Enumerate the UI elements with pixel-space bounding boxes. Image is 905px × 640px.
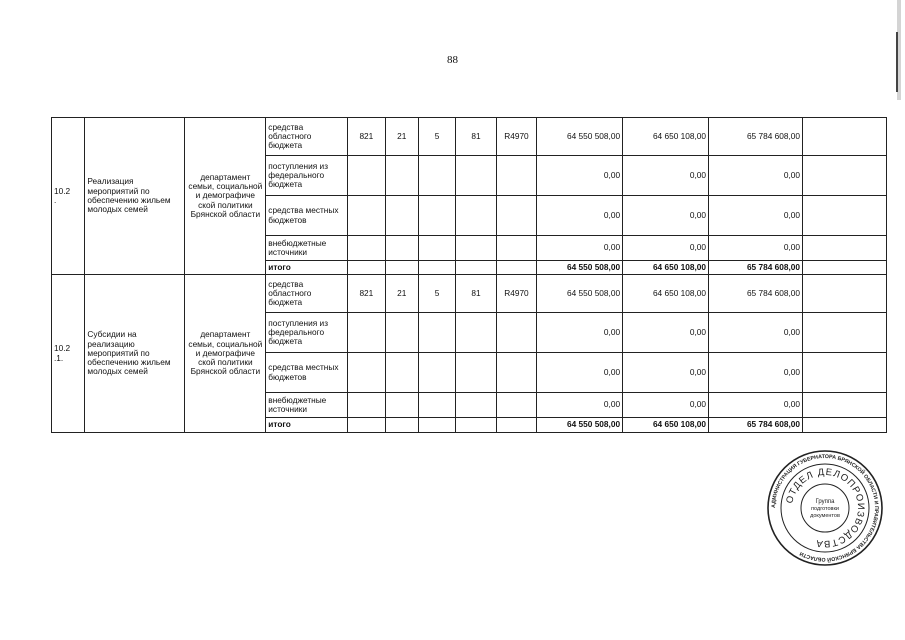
code-cell: R4970 <box>496 275 536 313</box>
empty-cell <box>803 236 887 261</box>
code-cell: 821 <box>348 275 385 313</box>
table-row <box>52 118 887 156</box>
item-number: 10.2 .1. <box>52 275 85 433</box>
amount-cell: 64 550 508,00 <box>537 275 623 313</box>
amount-cell: 0,00 <box>709 156 803 196</box>
code-cell: 21 <box>385 275 418 313</box>
amount-cell: 0,00 <box>623 313 709 353</box>
stamp-center-line: Группа <box>815 499 835 505</box>
code-cell: 5 <box>418 118 455 156</box>
item-number: 10.2 . <box>52 118 85 275</box>
code-cell: R4970 <box>496 118 536 156</box>
empty-cell <box>803 393 887 418</box>
responsible-department: департамент семьи, социальной и демографиче ской политики Брянской области <box>185 118 266 275</box>
code-cell: 5 <box>418 275 455 313</box>
amount-cell: 0,00 <box>709 313 803 353</box>
total-amount: 64 650 108,00 <box>623 261 709 275</box>
total-label: итого <box>266 261 348 275</box>
item-name: Реализация мероприятий по обеспечению жильем молодых семей <box>85 118 185 275</box>
empty-cell <box>803 196 887 236</box>
amount-cell: 0,00 <box>623 393 709 418</box>
empty-cell <box>803 353 887 393</box>
stamp-inner-text: ОТДЕЛ ДЕЛОПРОИЗВОДСТВА <box>784 466 867 550</box>
amount-cell: 0,00 <box>709 393 803 418</box>
amount-cell: 0,00 <box>709 196 803 236</box>
official-stamp <box>765 448 885 568</box>
total-label: итого <box>266 418 348 433</box>
empty-cell <box>803 275 887 313</box>
funding-source: внебюджетные источники <box>266 236 348 261</box>
amount-cell: 0,00 <box>537 353 623 393</box>
funding-source: поступления из федерального бюджета <box>266 156 348 196</box>
amount-cell: 64 650 108,00 <box>623 275 709 313</box>
stamp-center-line: документов <box>810 513 840 519</box>
total-amount: 64 550 508,00 <box>537 418 623 433</box>
item-name: Субсидии на реализацию мероприятий по обеспечению жильем молодых семей <box>85 275 185 433</box>
funding-source: внебюджетные источники <box>266 393 348 418</box>
amount-cell: 0,00 <box>537 236 623 261</box>
amount-cell: 65 784 608,00 <box>709 118 803 156</box>
table-row <box>52 275 887 313</box>
budget-table <box>51 117 887 433</box>
empty-cell <box>803 313 887 353</box>
code-cell: 821 <box>348 118 385 156</box>
amount-cell: 64 550 508,00 <box>537 118 623 156</box>
code-cell: 81 <box>456 118 496 156</box>
funding-source: средства местных бюджетов <box>266 353 348 393</box>
amount-cell: 65 784 608,00 <box>709 275 803 313</box>
total-amount: 64 550 508,00 <box>537 261 623 275</box>
amount-cell: 0,00 <box>537 393 623 418</box>
funding-source: средства местных бюджетов <box>266 196 348 236</box>
empty-cell <box>803 118 887 156</box>
code-cell: 21 <box>385 118 418 156</box>
code-cell: 81 <box>456 275 496 313</box>
amount-cell: 0,00 <box>709 353 803 393</box>
empty-cell <box>803 261 887 275</box>
amount-cell: 0,00 <box>537 196 623 236</box>
responsible-department: департамент семьи, социальной и демографиче ской политики Брянской области <box>185 275 266 433</box>
funding-source: средства областного бюджета <box>266 275 348 313</box>
funding-source: средства областного бюджета <box>266 118 348 156</box>
empty-cell <box>803 418 887 433</box>
total-amount: 64 650 108,00 <box>623 418 709 433</box>
stamp-outer-text: АДМИНИСТРАЦИЯ ГУБЕРНАТОРА БРЯНСКОЙ ОБЛАСТИ И ПРАВИТЕЛЬСТВА БРЯНСКОЙ ОБЛАСТИ <box>770 453 880 563</box>
amount-cell: 0,00 <box>537 156 623 196</box>
amount-cell: 0,00 <box>709 236 803 261</box>
amount-cell: 0,00 <box>623 236 709 261</box>
stamp-center-line: подготовки <box>811 506 839 512</box>
funding-source: поступления из федерального бюджета <box>266 313 348 353</box>
amount-cell: 64 650 108,00 <box>623 118 709 156</box>
page-number: 88 <box>447 54 458 66</box>
amount-cell: 0,00 <box>537 313 623 353</box>
amount-cell: 0,00 <box>623 156 709 196</box>
total-amount: 65 784 608,00 <box>709 261 803 275</box>
amount-cell: 0,00 <box>623 353 709 393</box>
total-amount: 65 784 608,00 <box>709 418 803 433</box>
empty-cell <box>803 156 887 196</box>
amount-cell: 0,00 <box>623 196 709 236</box>
